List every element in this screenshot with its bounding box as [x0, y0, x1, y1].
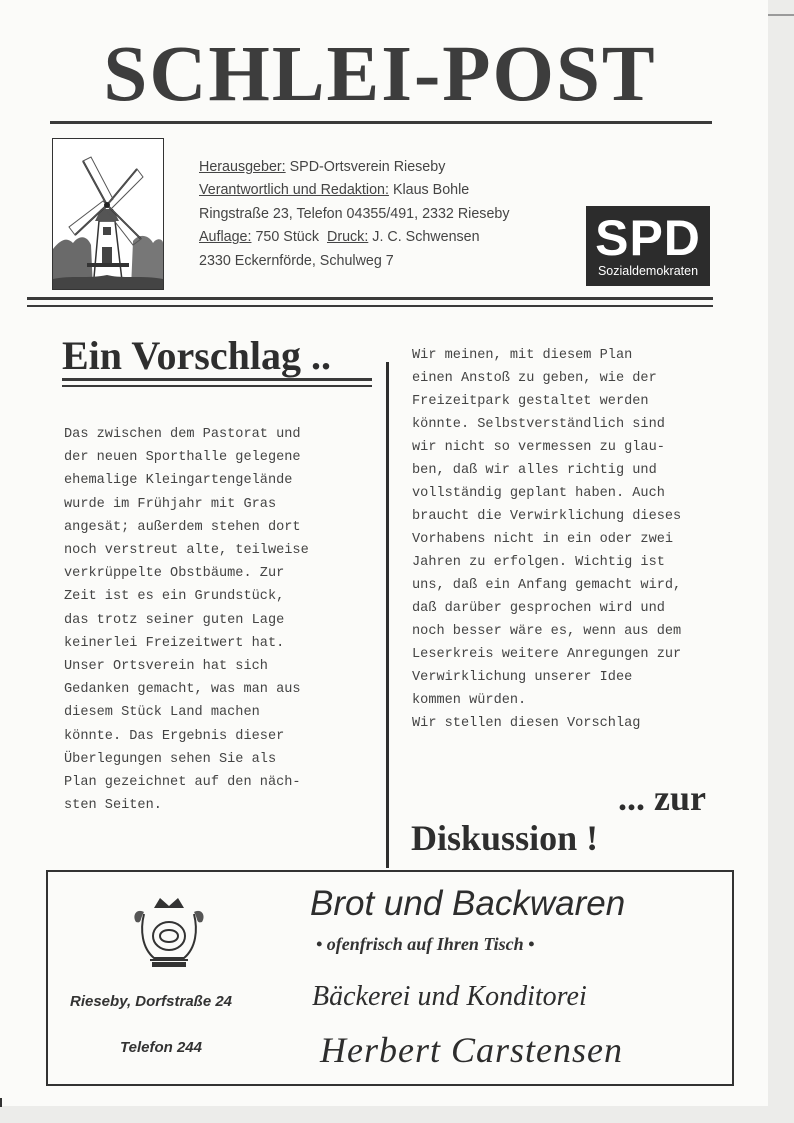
editor-label: Verantwortlich und Redaktion: — [199, 182, 389, 199]
headline-underline-1 — [62, 378, 372, 381]
article-line: braucht die Verwirklichung dieses — [412, 509, 682, 524]
article-line: Verwirklichung unserer Idee — [412, 670, 633, 685]
windmill-icon — [53, 139, 163, 289]
article-line: noch besser wäre es, wenn aus dem — [412, 624, 682, 639]
article-line: sten Seiten. — [64, 798, 162, 814]
article-line: keinerlei Freizeitwert hat. — [64, 635, 285, 651]
editor-value: Klaus Bohle — [392, 182, 470, 199]
article-line: Unser Ortsverein hat sich — [64, 659, 268, 675]
header-rule-bottom — [27, 305, 713, 307]
article-line: vollständig geplant haben. Auch — [412, 486, 665, 501]
article-line: Zeit ist es ein Grundstück, — [64, 589, 285, 605]
ad-owner: Herbert Carstensen — [320, 1030, 623, 1070]
article-line: Wir stellen diesen Vorschlag — [412, 716, 641, 731]
ad-title: Brot und Backwaren — [310, 884, 626, 923]
article-line: ehemalige Kleingartengelände — [64, 473, 293, 489]
article-line: Wir meinen, mit diesem Plan — [412, 348, 633, 363]
closing-text-1: ... zur — [618, 778, 706, 818]
article-line: ben, daß wir alles richtig und — [412, 463, 657, 478]
article-line: Gedanken gemacht, was man aus — [64, 682, 301, 698]
masthead-title: SCHLEI-POST — [103, 31, 657, 118]
imprint-publisher — [199, 156, 510, 179]
article-line: noch verstreut alte, teilweise — [64, 543, 309, 559]
header-rule-top — [27, 297, 713, 300]
scan-mark-left — [0, 1098, 2, 1107]
publisher-label: Herausgeber: — [199, 159, 286, 175]
imprint-block — [199, 156, 510, 273]
publisher-value: SPD-Ortsverein Rieseby — [289, 159, 446, 175]
article-line: könnte. Das Ergebnis dieser — [64, 728, 285, 744]
scan-margin-right — [768, 0, 794, 1123]
ad-address: Rieseby, Dorfstraße 24 — [70, 993, 233, 1010]
article-left-column — [64, 423, 309, 817]
ad-subtitle: • ofenfrisch auf Ihren Tisch • — [316, 934, 535, 954]
bakery-advertisement — [46, 870, 734, 1086]
crest-icon — [130, 894, 208, 970]
headline-underline-2 — [62, 385, 372, 387]
print-value: J. C. Schwensen — [372, 229, 480, 246]
ad-phone: Telefon 244 — [120, 1039, 202, 1056]
article-line: angesät; außerdem stehen dort — [64, 519, 301, 535]
article-line: könnte. Selbstverständlich sind — [412, 417, 665, 432]
article-line: Plan gezeichnet auf den näch- — [64, 775, 301, 791]
article-line: wurde im Frühjahr mit Gras — [64, 496, 277, 512]
article-line: daß darüber gesprochen wird und — [412, 601, 665, 616]
closing-text-2: Diskussion ! — [411, 818, 599, 858]
spd-tagline: Sozialdemokraten — [597, 264, 699, 278]
spd-logo — [586, 206, 710, 286]
circulation-label: Auflage: — [199, 229, 252, 246]
windmill-logo — [52, 138, 164, 290]
column-divider — [386, 362, 389, 868]
article-line: der neuen Sporthalle gelegene — [64, 450, 301, 466]
article-headline: Ein Vorschlag .. — [62, 333, 331, 378]
ad-shop: Bäckerei und Konditorei — [312, 981, 587, 1012]
article-line: einen Anstoß zu geben, wie der — [412, 371, 657, 386]
article-line: Jahren zu erfolgen. Wichtig ist — [412, 555, 665, 570]
article-line: das trotz seiner guten Lage — [64, 612, 285, 628]
article-line: Überlegungen sehen Sie als — [64, 751, 277, 767]
circulation-value: 750 Stück — [255, 229, 320, 246]
article-right-column — [412, 344, 681, 735]
spd-letters: SPD — [595, 210, 701, 266]
article-line: wir nicht so vermessen zu glau- — [412, 440, 665, 455]
article-line: Freizeitpark gestaltet werden — [412, 394, 649, 409]
masthead-rule — [50, 121, 712, 124]
imprint-address: Ringstraße 23, Telefon 04355/491, 2332 Rieseby — [199, 205, 510, 222]
scan-margin-bottom — [0, 1106, 794, 1123]
article-line: Das zwischen dem Pastorat und — [64, 427, 301, 442]
article-line: diesem Stück Land machen — [64, 705, 260, 721]
imprint-editor — [199, 179, 510, 202]
imprint-print-address: 2330 Eckernförde, Schulweg 7 — [199, 252, 394, 269]
article-line: kommen würden. — [412, 693, 527, 708]
article-line: uns, daß ein Anfang gemacht wird, — [412, 578, 682, 593]
scan-mark — [768, 14, 794, 16]
article-line: verkrüppelte Obstbäume. Zur — [64, 566, 285, 582]
article-line: Leserkreis weitere Anregungen zur — [412, 647, 682, 662]
article-line: Vorhabens nicht in ein oder zwei — [412, 532, 674, 547]
print-label: Druck: — [327, 229, 369, 246]
imprint-circulation — [199, 226, 510, 249]
